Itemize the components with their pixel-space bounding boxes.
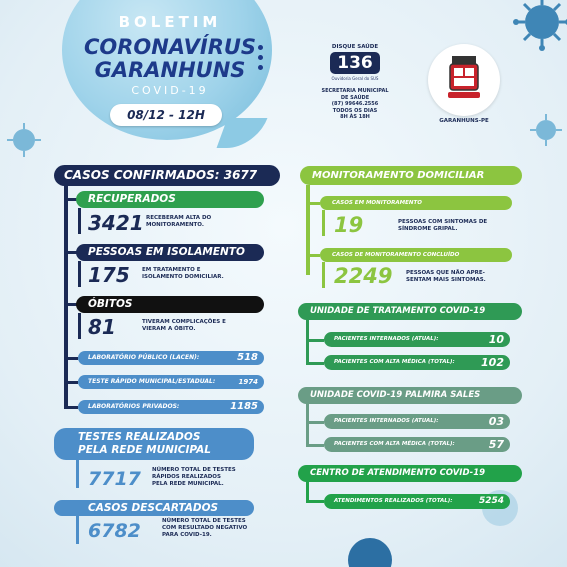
title-line-1: CORONAVÍRUS	[83, 35, 257, 59]
desc-line: TIVERAM COMPLICAÇÕES E	[142, 319, 226, 325]
row-value: 10	[488, 333, 504, 346]
lab-label: LABORATÓRIO PÚBLICO (LACEN):	[88, 354, 200, 361]
obitos-value: 81	[88, 315, 116, 339]
desc-line: RÁPIDOS REALIZADOS	[152, 474, 221, 480]
obitos-desc	[142, 319, 226, 333]
disque-info-line: SECRETARIA MUNICIPAL	[321, 88, 389, 94]
descartados-desc	[162, 518, 247, 539]
connector-line	[306, 202, 320, 205]
connector-line	[76, 460, 79, 488]
connector-line	[306, 500, 324, 503]
connector-line	[64, 406, 78, 409]
isolamento-label: PESSOAS EM ISOLAMENTO	[76, 244, 264, 261]
centro-title: CENTRO DE ATENDIMENTO COVID-19	[298, 465, 522, 482]
connector-line	[306, 362, 324, 365]
monitoramento-em-label: CASOS EM MONITORAMENTO	[320, 196, 512, 210]
connector-line	[306, 254, 320, 257]
disque-info-line: 8H ÀS 18H	[340, 114, 370, 120]
connector-line	[64, 357, 78, 360]
title-line-2: GARANHUNS	[94, 58, 246, 82]
monitoramento-title: MONITORAMENTO DOMICILIAR	[300, 166, 522, 185]
testes-title-line: PELA REDE MUNICIPAL	[78, 444, 211, 456]
lab-label: LABORATÓRIOS PRIVADOS:	[88, 403, 180, 410]
row-value: 5254	[478, 496, 504, 506]
disque-info-line: TODOS OS DIAS	[332, 107, 378, 114]
logo	[428, 44, 500, 116]
recuperados-value: 3421	[88, 211, 144, 235]
desc-line: RECEBERAM ALTA DO	[146, 215, 212, 221]
descartados-title: CASOS DESCARTADOS	[54, 500, 254, 516]
lab-value: 518	[237, 352, 258, 363]
lab-value: 1185	[230, 401, 258, 412]
monitoramento-em-desc	[398, 219, 487, 233]
unidade-tratamento-title: UNIDADE DE TRATAMENTO COVID-19	[298, 303, 522, 320]
desc-line: MONITORAMENTO.	[146, 222, 204, 228]
lab-row	[78, 400, 264, 414]
virus-icon	[335, 520, 405, 567]
connector-line	[306, 185, 310, 275]
tratamento-row	[324, 332, 510, 347]
casos-confirmados-title: CASOS CONFIRMADOS: 3677	[54, 165, 280, 186]
virus-icon	[528, 112, 564, 148]
palmira-row	[324, 437, 510, 452]
monitoramento-concluido-desc	[406, 270, 486, 284]
disque-info-line: DE SAÚDE	[340, 94, 370, 101]
desc-line: NÚMERO TOTAL DE TESTES	[152, 467, 236, 473]
connector-line	[306, 404, 309, 446]
desc-line: ISOLAMENTO DOMICILIAR.	[142, 274, 224, 280]
coat-of-arms-icon	[428, 44, 500, 116]
isolamento-desc	[142, 267, 224, 281]
desc-line: SÍNDROME GRIPAL.	[398, 226, 458, 232]
testes-desc	[152, 467, 236, 488]
lab-value: 1974	[238, 378, 258, 386]
centro-row	[324, 494, 510, 509]
isolamento-value: 175	[88, 263, 130, 287]
row-value: 102	[481, 356, 504, 369]
testes-value: 7717	[88, 468, 141, 490]
lab-label: TESTE RÁPIDO MUNICIPAL/ESTADUAL:	[88, 378, 216, 385]
disque-info	[312, 88, 398, 121]
unidade-palmira-title: UNIDADE COVID-19 PALMIRA SALES	[298, 387, 522, 404]
connector-line	[306, 339, 324, 342]
connector-line	[306, 320, 309, 364]
connector-line	[306, 444, 324, 447]
desc-line: PARA COVID-19.	[162, 532, 212, 538]
date-badge: 08/12 - 12H	[110, 104, 222, 126]
disque-label: DISQUE SAÚDE	[331, 44, 379, 50]
virus-icon	[512, 0, 567, 52]
row-label: PACIENTES INTERNADOS (ATUAL):	[334, 336, 439, 342]
row-value: 57	[488, 438, 504, 451]
decorative-dots	[258, 40, 272, 75]
desc-line: SENTAM MAIS SINTOMAS.	[406, 277, 486, 283]
connector-line	[64, 381, 78, 384]
desc-line: EM TRATAMENTO E	[142, 267, 201, 273]
disque-small: Ouvidoria Geral do SUS	[331, 76, 379, 81]
row-label: PACIENTES COM ALTA MÉDICA (TOTAL):	[334, 359, 455, 365]
tratamento-row	[324, 355, 510, 370]
connector-line	[76, 516, 79, 544]
desc-line: PESSOAS COM SINTOMAS DE	[398, 219, 488, 225]
boletim-label: BOLETIM	[118, 13, 222, 31]
row-label: ATENDIMENTOS REALIZADOS (TOTAL):	[334, 498, 453, 504]
row-label: PACIENTES COM ALTA MÉDICA (TOTAL):	[334, 441, 455, 447]
virus-icon	[4, 120, 44, 160]
disque-number: 136	[330, 52, 380, 74]
connector-line	[78, 313, 81, 339]
desc-line: PESSOAS QUE NÃO APRE-	[406, 270, 485, 276]
disque-info-line: (87) 99646.2556	[331, 101, 379, 107]
connector-line	[322, 210, 325, 236]
connector-line	[64, 186, 68, 408]
row-label: PACIENTES INTERNADOS (ATUAL):	[334, 418, 439, 424]
recuperados-desc	[146, 215, 211, 229]
desc-line: PELA REDE MUNICIPAL.	[152, 481, 224, 487]
desc-line: VIERAM A ÓBITO.	[142, 326, 196, 332]
row-value: 03	[488, 415, 504, 428]
connector-line	[78, 208, 81, 234]
desc-line: COM RESULTADO NEGATIVO	[162, 525, 248, 531]
palmira-row	[324, 414, 510, 429]
connector-line	[306, 421, 324, 424]
subtitle: COVID-19	[131, 84, 209, 97]
monitoramento-concluido-value: 2249	[334, 264, 393, 288]
lab-row	[78, 351, 264, 365]
lab-row	[78, 375, 264, 389]
monitoramento-em-value: 19	[334, 213, 364, 237]
connector-line	[78, 261, 81, 287]
obitos-label: ÓBITOS	[76, 296, 264, 313]
recuperados-label: RECUPERADOS	[76, 191, 264, 208]
desc-line: NÚMERO TOTAL DE TESTES	[162, 518, 246, 524]
logo-caption: GARANHUNS-PE	[439, 118, 489, 124]
connector-line	[306, 482, 309, 502]
monitoramento-concluido-label: CASOS DE MONITORAMENTO CONCLUÍDO	[320, 248, 512, 262]
descartados-value: 6782	[88, 520, 141, 542]
testes-title	[54, 428, 254, 460]
page-title	[60, 36, 280, 82]
testes-title-line: TESTES REALIZADOS	[78, 431, 201, 443]
connector-line	[322, 262, 325, 288]
